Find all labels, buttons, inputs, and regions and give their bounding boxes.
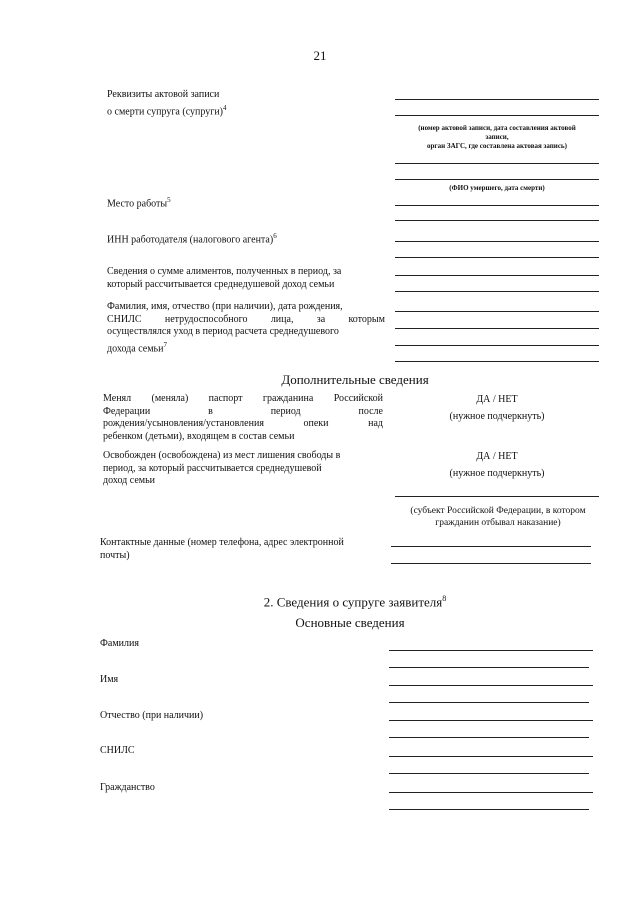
footnote-4: 4 xyxy=(223,103,227,112)
spouse-heading: 2. Сведения о супруге заявителя$^8$ xyxy=(263,594,447,610)
passport-answer-hint: (нужное подчеркнуть) xyxy=(449,411,545,422)
employer-inn-line-1[interactable] xyxy=(395,241,599,242)
passport-yes-no[interactable]: ДА / НЕТ xyxy=(476,394,518,405)
citizenship-line-2[interactable] xyxy=(389,809,589,810)
workplace-label: Место работы$^5$ xyxy=(107,196,171,210)
prison-answer-hint: (нужное подчеркнуть) xyxy=(449,468,545,479)
name-line-1[interactable] xyxy=(389,685,593,686)
deceased-fio-caption: (ФИО умершего, дата смерти) xyxy=(449,184,545,192)
name-label: Имя xyxy=(100,674,119,685)
death-record-line-2[interactable] xyxy=(395,115,599,116)
citizenship-label: Гражданство xyxy=(100,782,155,793)
patronymic-label: Отчество (при наличии) xyxy=(100,710,204,721)
death-record-label: Реквизиты актовой записи о смерти супруга (супруги)$^4$ xyxy=(107,89,227,117)
care-line-d[interactable] xyxy=(395,361,599,362)
surname-line-1[interactable] xyxy=(389,650,593,651)
prison-region-caption: (субъект Российской Федерации, в котором гражданин отбывал наказание) xyxy=(410,506,586,528)
surname-line-2[interactable] xyxy=(389,667,589,668)
page-number: 21 xyxy=(313,48,327,63)
citizenship-line-1[interactable] xyxy=(389,792,593,793)
basic-info-heading: Основные сведения xyxy=(295,615,405,630)
care-label: Фамилия, имя, отчество (при наличии), дата рождения, СНИЛС нетрудоспособного лица, за которым осуществлялся уход в период расчета среднедушевого дохода семьи$^7$ xyxy=(107,301,385,354)
passport-label: Менял (меняла) паспорт гражданина Российской Федерации в период после рождения/усыновления/установления опеки над ребенком (детьми), входящем в состав семьи xyxy=(103,393,383,442)
snils-line-2[interactable] xyxy=(389,773,589,774)
patronymic-line-2[interactable] xyxy=(389,737,589,738)
snils-label: СНИЛС xyxy=(100,745,135,756)
contacts-line-1[interactable] xyxy=(391,546,591,547)
snils-line-1[interactable] xyxy=(389,756,593,757)
prison-region-line[interactable] xyxy=(395,496,599,497)
care-line-c[interactable] xyxy=(395,345,599,346)
alimony-label: Сведения о сумме алиментов, полученных в период, за который рассчитывается среднедушевой доход семьи xyxy=(107,266,342,290)
patronymic-line-1[interactable] xyxy=(389,720,593,721)
deceased-fio-line-2[interactable] xyxy=(395,179,599,180)
prison-label: Освобожден (освобождена) из мест лишения свободы в период, за который рассчитывается среднедушевой доход семьи xyxy=(103,450,341,486)
additional-heading: Дополнительные сведения xyxy=(281,372,429,387)
employer-inn-label: ИНН работодателя (налогового агента)$^6$ xyxy=(107,232,277,246)
care-line-b[interactable] xyxy=(395,328,599,329)
workplace-line-1[interactable] xyxy=(395,205,599,206)
alimony-line-1[interactable] xyxy=(395,275,599,276)
prison-yes-no[interactable]: ДА / НЕТ xyxy=(476,451,518,462)
contacts-label: Контактные данные (номер телефона, адрес электронной почты) xyxy=(100,537,344,561)
workplace-line-2[interactable] xyxy=(395,220,599,221)
name-line-2[interactable] xyxy=(389,702,589,703)
death-record-line-1[interactable] xyxy=(395,99,599,100)
care-line-2: СНИЛС нетрудоспособного лица, за которым xyxy=(107,313,385,325)
alimony-line-2[interactable] xyxy=(395,291,599,292)
death-record-caption: (номер актовой записи, дата составления актовой записи, орган ЗАГС, где составлена актовая запись) xyxy=(418,124,576,150)
contacts-line-2[interactable] xyxy=(391,563,591,564)
employer-inn-line-2[interactable] xyxy=(395,257,599,258)
deceased-fio-line-1[interactable] xyxy=(395,163,599,164)
care-line-a[interactable] xyxy=(395,311,599,312)
surname-label: Фамилия xyxy=(100,638,139,649)
